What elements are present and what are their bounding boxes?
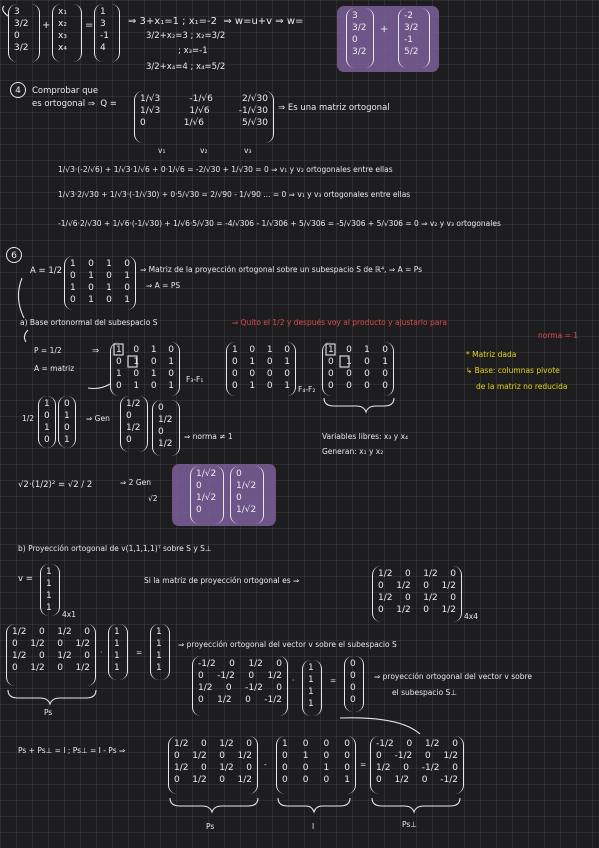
a-desc-2: ⇒ A = PS: [146, 281, 181, 290]
minus-sign: -: [264, 760, 267, 769]
plus-sign: +: [42, 20, 51, 31]
two-gen: ⇒ 2 Gen: [120, 478, 152, 487]
note-matriz-dada: * Matriz dada: [466, 350, 517, 359]
part-a-note-2: norma = 1: [538, 331, 579, 340]
v-vector: 1 1 1 1: [40, 564, 60, 616]
w-vector-2: -2 3/2 -1 5/2: [398, 8, 430, 68]
section1-eq4: 3/2+x₄=4 ; x₄=5/2: [146, 62, 226, 72]
q-matrix: 1/√3 -1/√6 2/√30 1/√3 1/√6 -1/√30 0 1/√6 5/√30: [134, 91, 274, 143]
v-dimension: 4x1: [62, 610, 76, 619]
dot-operator: ·: [100, 648, 103, 657]
basis-vector-2: 0 1/√2 0 1/√2: [230, 466, 264, 524]
si-text: Si la matriz de proyección ortogonal es ⇒: [144, 576, 300, 585]
left-vector: 3 3/2 0 3/2: [8, 4, 40, 62]
v-vector-2: 1 1 1 1: [108, 624, 128, 680]
proj-sperp-text-2: el subespacio S⊥: [392, 688, 457, 697]
ps-matrix: 1/2 0 1/2 0 0 1/2 0 1/2 1/2 0 1/2 0 0 1/2 0 1/2: [6, 624, 96, 686]
gen-vector-1: 1/2 0 1/2 0: [120, 396, 148, 452]
p-label: P = 1/2: [34, 346, 62, 355]
part-b-title: b) Proyección ortogonal de v(1,1,1,1)ᵀ sobre S y S⊥: [18, 544, 212, 553]
section4-title-line1: Comprobar que: [32, 86, 99, 96]
reduction-matrix-1: 1 0 1 0 0 1 0 1 1 0 1 0 0 1 0 1: [110, 342, 180, 396]
arrow-to-reduction: ⇒: [92, 346, 100, 356]
reduction-matrix-3: 1 0 1 0 0 1 0 1 0 0 0 0 0 0 0 0: [322, 342, 394, 396]
plus-sign-w: +: [380, 24, 389, 35]
proj-sperp-text-1: ⇒ proyección ortogonal del vector v sobre: [374, 672, 533, 681]
projection-matrix: 1/2 0 1/2 0 0 1/2 0 1/2 1/2 0 1/2 0 0 1/2 0 1/2: [372, 566, 462, 622]
row-op-1: F₃-F₁: [186, 375, 204, 384]
variables-libres: Variables libres: x₃ y x₄: [322, 432, 409, 441]
section1-result: ⇒ 3+x₁=1 ; x₁=-2 ⇒ w=u+v ⇒ w=: [128, 16, 304, 27]
equals-1: =: [136, 648, 143, 657]
row-op-2: F₄-F₂: [298, 385, 316, 394]
column-2: 0 1 0 1: [58, 396, 76, 448]
v-label: v =: [18, 574, 33, 584]
gen-vector-2: 0 1/2 0 1/2: [152, 400, 180, 456]
two-gen-denominator: √2: [148, 494, 158, 503]
ortho-check-3: -1/√6·2/√30 + 1/√6·(-1/√30) + 1/√6·5/√30 = -4/√306 - 1/√306 + 5/√306 = -5/√306 + 5/√306 = 0 ⇒ v₂ y v₃ ortogonales: [58, 219, 501, 228]
section1-eq2: 3/2+x₂=3 ; x₂=3/2: [146, 31, 226, 41]
variables-generan: Generan: x₁ y x₂: [322, 447, 384, 456]
section1-eq3: ; x₃=-1: [178, 46, 208, 56]
identity-matrix: 1 0 0 0 0 1 0 0 0 0 1 0 0 0 0 1: [276, 736, 356, 794]
half-factor: 1/2: [22, 414, 35, 423]
ps-matrix-3: 1/2 0 1/2 0 0 1/2 0 1/2 1/2 0 1/2 0 0 1/2 0 1/2: [168, 736, 258, 794]
proj-s-text: ⇒ proyección ortogonal del vector v sobre el subespacio S: [178, 640, 397, 649]
unknown-vector: x₁ x₂ x₃ x₄: [52, 4, 82, 62]
ps-perp-matrix: -1/2 0 1/2 0 0 -1/2 0 1/2 1/2 0 -1/2 0 0 1/2 0 -1/2: [192, 656, 288, 716]
a-eq-matriz: A = matriz: [34, 364, 75, 373]
ps-brace-label-2: Ps: [206, 822, 215, 831]
gen-label: ⇒ Gen: [86, 414, 110, 423]
note-base-columnas: ↳ Base: columnas pivote: [466, 366, 560, 375]
col-label-v3: v₃: [244, 146, 252, 155]
section-6-marker: 6: [6, 247, 22, 263]
ortho-check-2: 1/√3·2/√30 + 1/√3·(-1/√30) + 0·5/√30 = 2/√90 - 1/√90 ... = 0 ⇒ v₁ y v₃ ortogonales entre ellas: [58, 190, 411, 199]
ortho-check-1: 1/√3·(-2/√6) + 1/√3·1/√6 + 0·1/√6 = -2/√30 + 1/√30 = 0 ⇒ v₁ y v₂ ortogonales entre ellas: [58, 165, 393, 174]
norma-note: ⇒ norma ≠ 1: [184, 432, 233, 441]
a-matrix: 1 0 1 0 0 1 0 1 1 0 1 0 0 1 0 1: [64, 256, 136, 310]
result-vector-s: 1 1 1 1: [150, 624, 170, 680]
a-desc-1: ⇒ Matriz de la proyección ortogonal sobre un subespacio S de ℝ⁴, ⇒ A = Ps: [140, 265, 423, 274]
basis-vector-1: 1/√2 0 1/√2 0: [190, 466, 224, 524]
ps-brace-label: Ps: [44, 708, 53, 717]
section4-result: ⇒ Es una matriz ortogonal: [278, 103, 390, 113]
section4-title-line2: es ortogonal ⇒ Q =: [32, 99, 117, 109]
i-brace-label: I: [312, 822, 315, 831]
zero-vector: 0 0 0 0: [344, 656, 364, 712]
equals-sign: =: [85, 20, 94, 31]
v-vector-3: 1 1 1 1: [302, 660, 322, 716]
w-vector-1: 3 3/2 0 3/2: [346, 8, 374, 68]
col-label-v1: v₁: [158, 146, 166, 155]
note-no-reducida: de la matriz no reducida: [476, 382, 568, 391]
ps-perp-matrix-2: -1/2 0 1/2 0 0 -1/2 0 1/2 1/2 0 -1/2 0 0 1/2 0 -1/2: [370, 736, 464, 794]
column-1: 1 0 1 0: [38, 396, 56, 448]
section-4-marker: 4: [10, 82, 26, 98]
dot-operator-2: ·: [292, 676, 295, 685]
part-a-note: ⇒ Quito el 1/2 y después voy al producto y ajustarlo para: [232, 318, 447, 327]
a-label: A = 1/2: [30, 266, 63, 276]
reduction-matrix-2: 1 0 1 0 0 1 0 1 0 0 0 0 0 1 0 1: [226, 342, 296, 396]
part-a-title: a) Base ortonormal del subespacio S: [20, 318, 158, 327]
ps-perp-brace-label: Ps⊥: [402, 820, 417, 829]
sqrt-expression: √2·(1/2)² = √2 / 2: [18, 480, 93, 490]
equals-3: =: [360, 760, 367, 769]
equals-2: =: [330, 676, 337, 685]
p-dimension: 4x4: [464, 612, 478, 621]
col-label-v2: v₂: [200, 146, 208, 155]
rhs-vector: 1 3 -1 4: [94, 4, 120, 62]
identity-equation: Ps + Ps⊥ = I ; Ps⊥ = I - Ps ⇒: [18, 746, 126, 755]
